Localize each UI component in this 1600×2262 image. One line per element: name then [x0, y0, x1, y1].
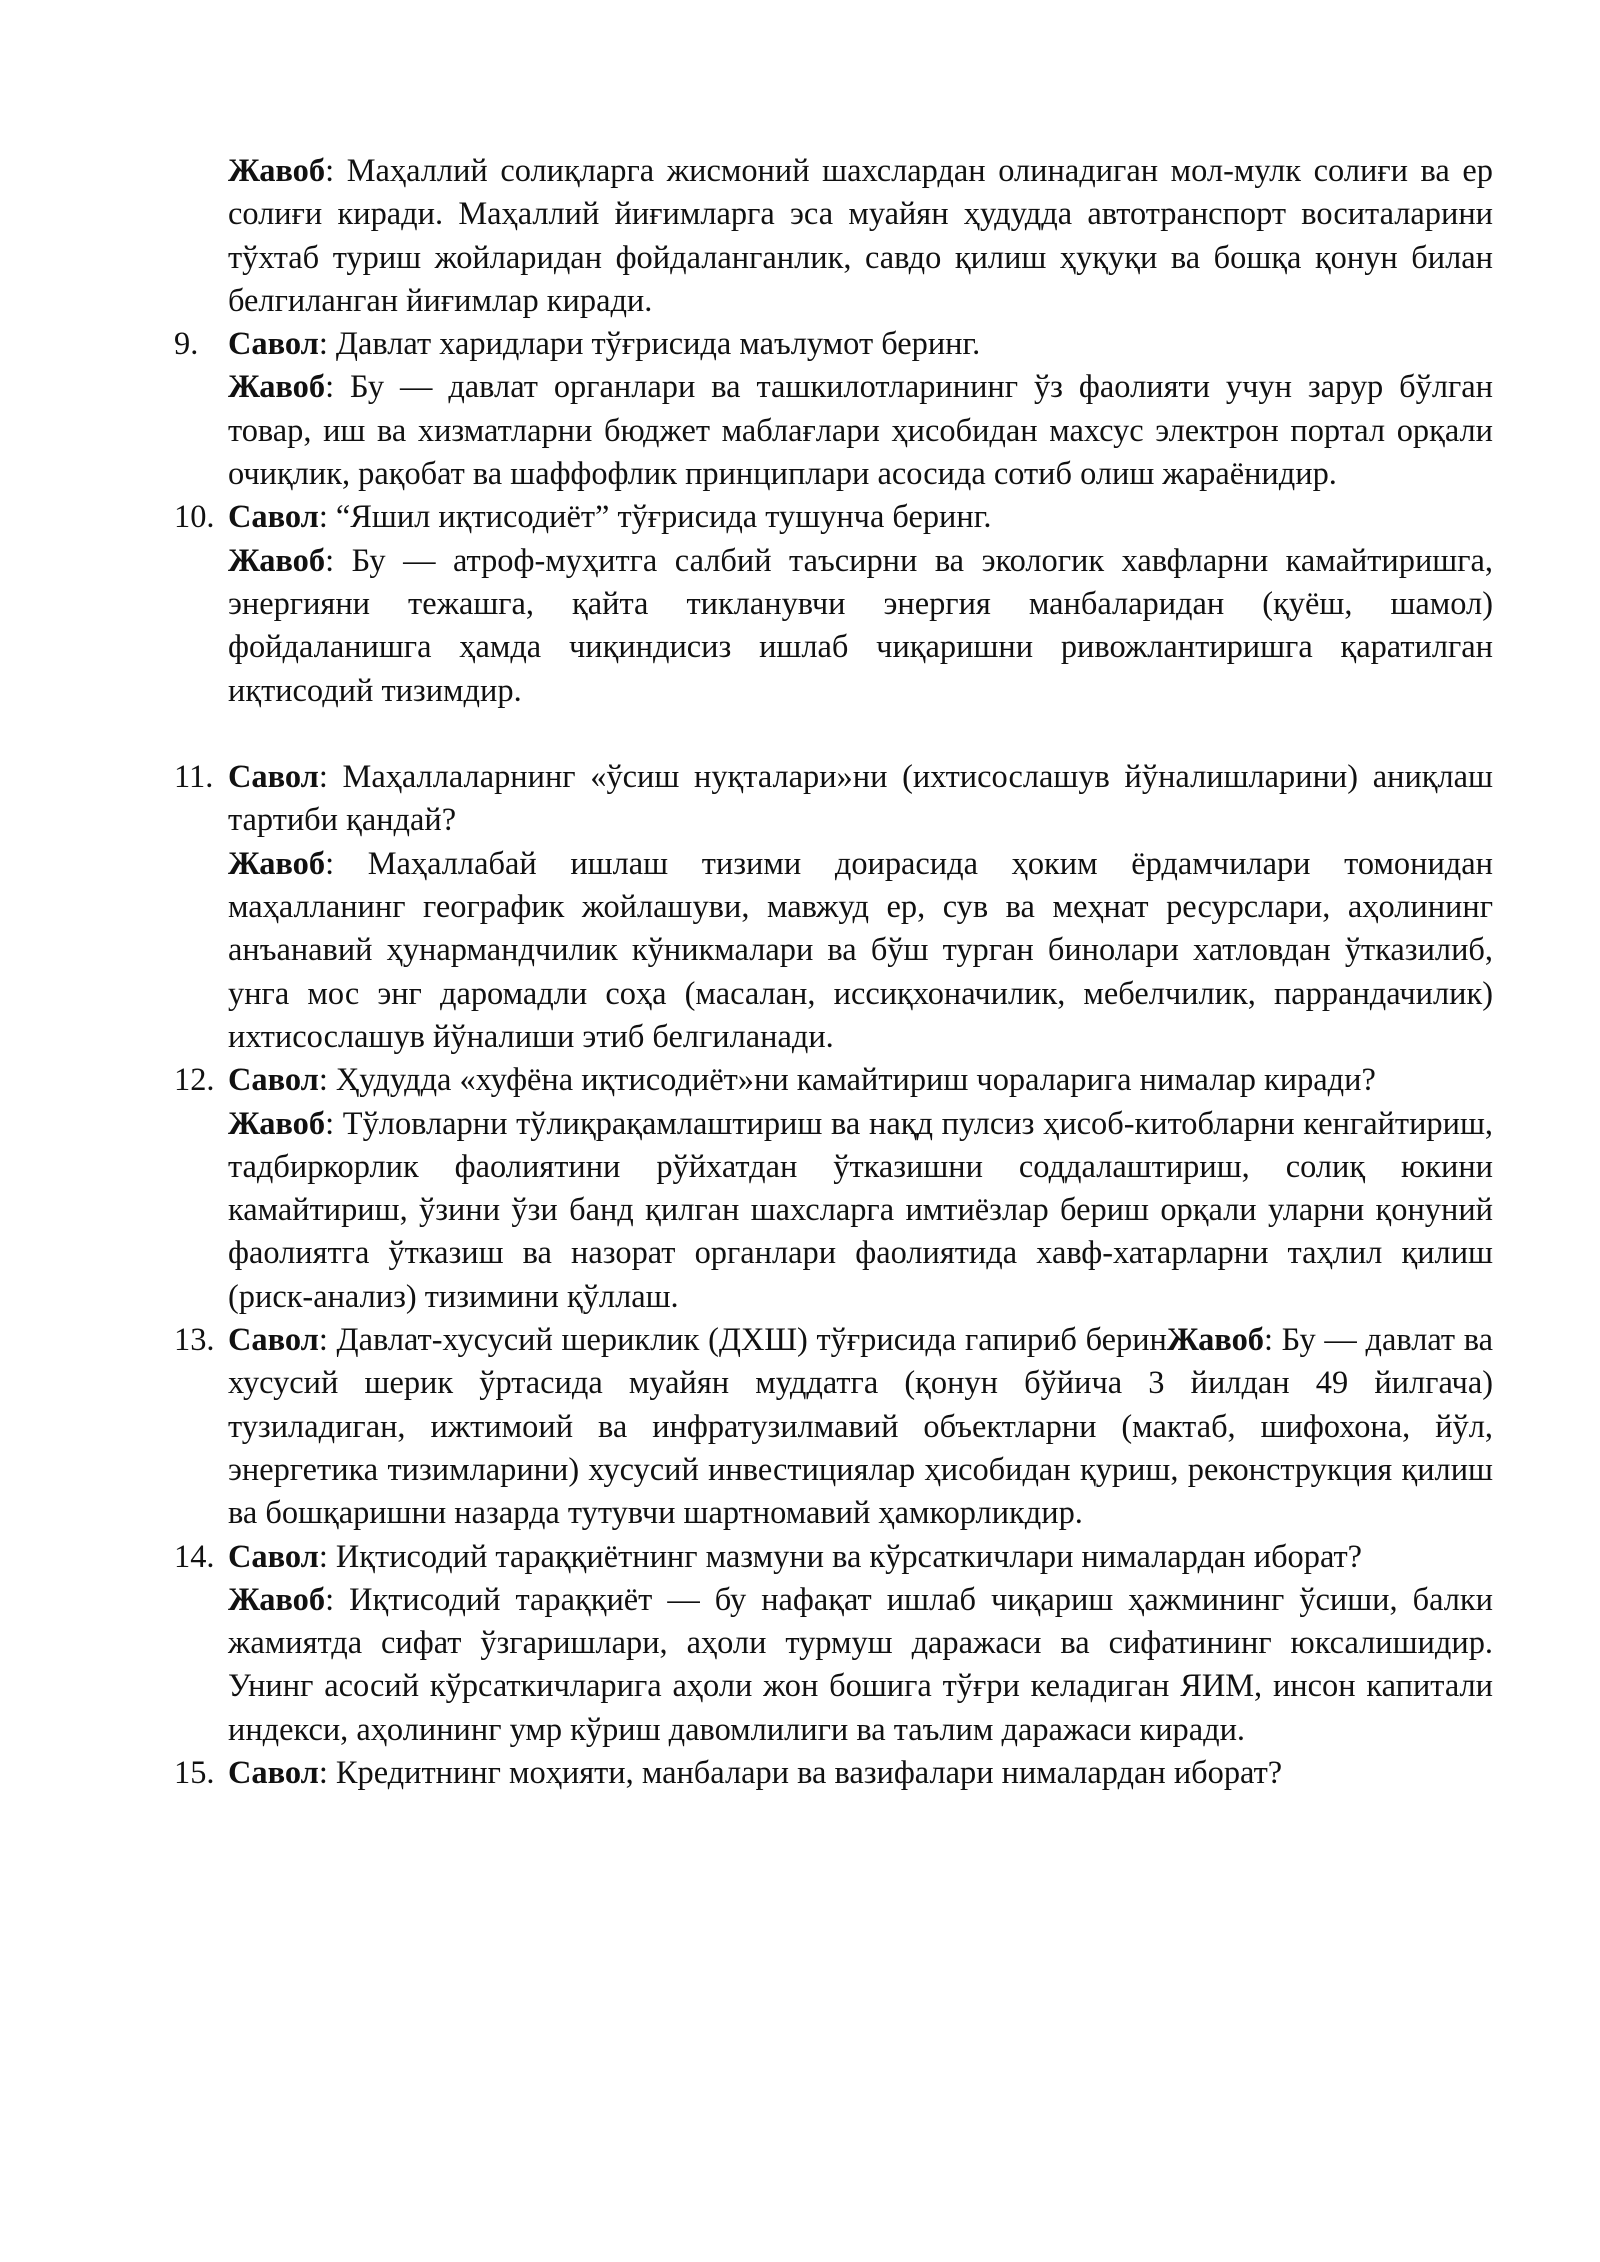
question-text: : Кредитнинг моҳияти, манбалари ва вазифалари нималардан иборат? [318, 1754, 1283, 1791]
question-label: Савол [228, 1062, 319, 1099]
answer [228, 1579, 1493, 1752]
answer-text: : Маҳаллабай ишлаш тизими доирасида ҳоким ёрдамчилари томонидан маҳалланинг географик жойлашуви, мавжуд ер, сув ва меҳнат ресурслари, аҳолининг анъанавий ҳунармандчилик кўникмалари ва бўш турган бинолари хатловдан ўтказилиб, унга мос энг даромадли соҳа (масалан, иссиқхоначилик, мебелчилик, паррандачилик) ихтисослашув йўналиши этиб белгиланади. [228, 845, 1493, 1055]
question-number: 12. [174, 1062, 215, 1099]
question-label: Савол [228, 499, 319, 536]
question-text: : Давлат-хусусий шериклик (ДХШ) тўғрисида гапириб берин [318, 1322, 1167, 1359]
question [228, 323, 1493, 366]
answer-text: : Иқтисодий тараққиёт — бу нафақат ишлаб чиқариш ҳажмининг ўсиши, балки жамиятда сифат ўзгаришлари, аҳоли турмуш даражаси ва сифатининг юксалишидир. Унинг асосий кўрсаткичларига аҳоли жон бошига тўғри келадиган ЯИМ, инсон капитали индекси, аҳолининг умр кўриш давомлилиги ва таълим даражаси киради. [228, 1581, 1493, 1748]
answer [228, 540, 1493, 713]
answer [228, 366, 1493, 496]
question-text: : “Яшил иқтисодиёт” тўғрисида тушунча беринг. [318, 499, 992, 536]
answer-label: Жавоб [228, 1581, 326, 1618]
answer-text: : Тўловларни тўлиқрақамлаштириш ва нақд пулсиз ҳисоб-китобларни кенгайтириш, тадбиркорлик фаолиятини рўйхатдан ўтказишни соддалаштириш, солиқ юкини камайтириш, ўзини ўзи банд қилган шахсларга имтиёзлар бериш орқали уларни қонуний фаолиятга ўтказиш ва назорат органлари фаолиятида хавф-хатарларни таҳлил қилиш (риск-анализ) тизимини қўллаш. [228, 1105, 1493, 1315]
question-label: Савол [228, 1538, 319, 1575]
question-number: 9. [174, 326, 199, 363]
question-text: : Давлат харидлари тўғрисида маълумот беринг. [318, 326, 981, 363]
qa-item-10 [174, 496, 1493, 712]
question-label: Савол [228, 326, 319, 363]
answer-text: : Бу — атроф-муҳитга салбий таъсирни ва экологик хавфларни камайтиришга, энергияни тежашга, қайта тикланувчи энергия манбаларидан (қуёш, шамол) фойдаланишга ҳамда чиқиндисиз ишлаб чиқаришни ривожлантиришга қаратилган иқтисодий тизимдир. [228, 542, 1493, 709]
intro-answer [228, 150, 1493, 323]
question-text: : Маҳаллаларнинг «ўсиш нуқталари»ни (ихтисослашув йўналишларини) аниқлаш тартиби қандай? [228, 759, 1493, 839]
question [228, 496, 1493, 539]
answer-label: Жавоб [1166, 1322, 1264, 1359]
answer-label: Жавоб [228, 542, 326, 579]
answer-text: : Бу — давлат органлари ва ташкилотларининг ўз фаолияти учун зарур бўлган товар, иш ва хизматларни бюджет маблағлари ҳисобидан махсус электрон портал орқали очиқлик, рақобат ва шаффофлик принциплари асосида сотиб олиш жараёнидир. [228, 369, 1493, 493]
question-number: 11. [174, 759, 214, 796]
question [228, 1536, 1493, 1579]
document-content [174, 150, 1494, 1795]
question-label: Савол [228, 1754, 319, 1791]
question-number: 10. [174, 499, 215, 536]
question-number: 15. [174, 1754, 215, 1791]
qa-item-15 [174, 1752, 1493, 1795]
blank-line [228, 713, 1493, 756]
question [228, 756, 1493, 843]
question [228, 1752, 1493, 1795]
qa-item-13 [174, 1319, 1494, 1535]
answer-label: Жавоб [228, 369, 326, 406]
question [228, 1059, 1493, 1102]
question-number: 14. [174, 1538, 215, 1575]
answer [228, 843, 1493, 1059]
question-text: : Ҳудудда «хуфёна иқтисодиёт»ни камайтириш чораларига нималар киради? [318, 1062, 1376, 1099]
answer-text: : Маҳаллий солиқларга жисмоний шахслардан олинадиган мол-мулк солиғи ва ер солиғи киради. Маҳаллий йиғимларга эса муайян ҳудудда автотранспорт воситаларини тўхтаб туриш жойларидан фойдаланганлик, савдо қилиш ҳуқуқи ва бошқа қонун билан белгиланган йиғимлар киради. [228, 153, 1493, 319]
qa-item-12 [174, 1059, 1493, 1319]
qa-item-9 [174, 323, 1493, 496]
answer-label: Жавоб [228, 1105, 326, 1142]
answer-label: Жавоб [228, 845, 326, 882]
question-label: Савол [228, 759, 319, 796]
qa-item-14 [174, 1536, 1493, 1752]
qa-item-11 [174, 756, 1493, 1059]
answer-text: : Бу — давлат ва хусусий шерик ўртасида муайян муддатга (қонун бўйича 3 йилдан 49 йилгача) тузиладиган, ижтимоий ва инфратузилмавий объектларни (мактаб, шифохона, йўл, энергетика тизимларини) хусусий инвестициялар ҳисобидан қуриш, реконструкция қилиш ва бошқаришни назарда тутувчи шартномавий ҳамкорликдир. [228, 1322, 1494, 1532]
question-text: : Иқтисодий тараққиётнинг мазмуни ва кўрсаткичлари нималардан иборат? [318, 1538, 1363, 1575]
answer-label: Жавоб [228, 153, 326, 189]
question-label: Савол [228, 1322, 319, 1359]
question [228, 1319, 1493, 1535]
question-number: 13. [174, 1322, 215, 1359]
answer [228, 1103, 1493, 1319]
